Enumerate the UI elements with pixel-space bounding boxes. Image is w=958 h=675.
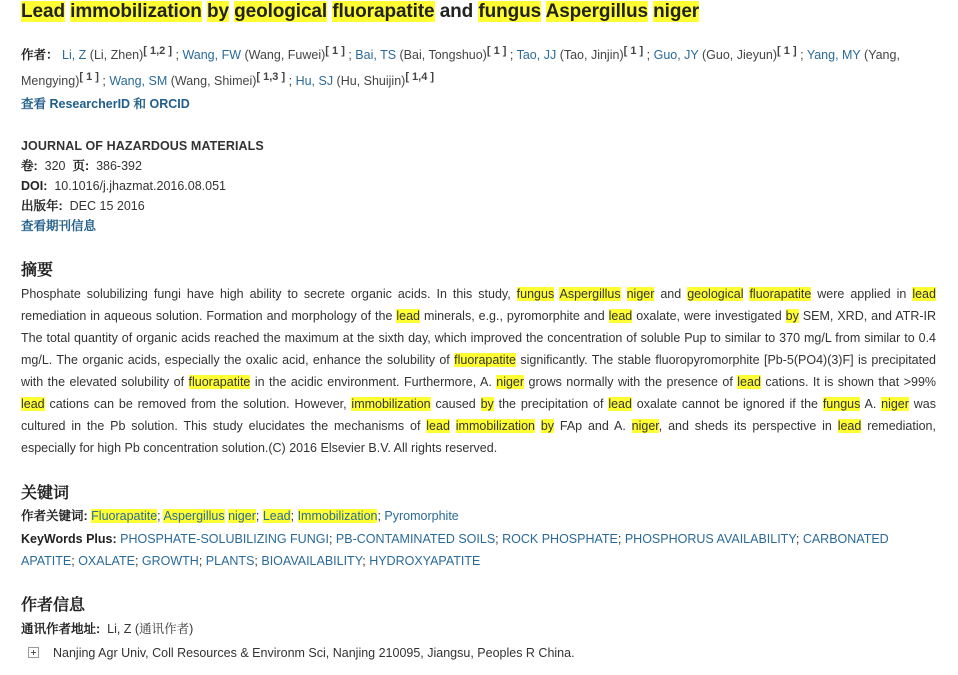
- keywords-plus-link[interactable]: BIOAVAILABILITY: [261, 554, 363, 568]
- keyword-separator: ;: [795, 532, 803, 546]
- abstract-segment: significantly. The stable fluoropyromorphite [Pb-5(PO4)(3)F] is precipitated with the elevated solubility of: [21, 353, 936, 389]
- journal-info-link[interactable]: 查看期刊信息: [21, 219, 97, 233]
- highlighted-term: fungus: [516, 287, 555, 301]
- keyword-separator: ;: [71, 554, 79, 568]
- doi-label: DOI:: [21, 179, 48, 193]
- keyword-separator: ;: [254, 554, 262, 568]
- keywords-plus-link[interactable]: PB-CONTAMINATED SOILS: [335, 532, 496, 546]
- abstract-segment: [450, 419, 456, 433]
- keyword-text: Pyromorphite: [384, 509, 459, 523]
- address-row: [21, 646, 575, 660]
- highlighted-term: niger: [631, 419, 659, 433]
- highlighted-term: Aspergillus: [545, 1, 648, 22]
- keyword-text: niger: [228, 509, 256, 523]
- researcherid-orcid-link[interactable]: 查看 ResearcherID 和 ORCID: [21, 97, 190, 111]
- keywords-plus-link[interactable]: HYDROXYAPATITE: [369, 554, 481, 568]
- affiliation-ref[interactable]: [ 1 ]: [486, 45, 507, 57]
- keywords-plus-link[interactable]: GROWTH: [141, 554, 199, 568]
- doi-value: 10.1016/j.jhazmat.2016.08.051: [54, 179, 227, 193]
- highlighted-term: niger: [626, 287, 655, 301]
- keyword-separator: ;: [290, 509, 298, 523]
- pages-value: 386-392: [96, 159, 142, 173]
- highlighted-term: fluorapatite: [332, 1, 435, 22]
- abstract-heading: 摘要: [21, 262, 54, 279]
- journal-name: JOURNAL OF HAZARDOUS MATERIALS: [21, 139, 264, 153]
- highlighted-term: immobilization: [455, 419, 535, 433]
- affiliation-ref[interactable]: [ 1 ]: [777, 45, 797, 57]
- abstract-segment: , and sheds its perspective in: [658, 419, 838, 433]
- highlighted-term: fluorapatite: [188, 375, 251, 389]
- volume-label: 卷:: [21, 159, 38, 173]
- author-separator: ;: [344, 48, 356, 62]
- keyword-separator: ;: [495, 532, 503, 546]
- author-full-name: (Bai, Tongshuo): [396, 48, 487, 62]
- keyword-text: Fluorapatite: [91, 509, 158, 523]
- highlighted-term: geological: [687, 287, 744, 301]
- author-info-heading: 作者信息: [21, 597, 86, 614]
- abstract-segment: remediation, especially for high Pb concentration solution.(C) 2016 Elsevier B.V. All rights reserved.: [21, 419, 936, 455]
- keyword-separator: ;: [617, 532, 625, 546]
- author-keywords: [21, 505, 936, 527]
- author-keywords-label: 作者关键词:: [21, 509, 88, 523]
- author-full-name: (Li, Zhen): [86, 48, 144, 62]
- keywords-plus-link[interactable]: CARBONATED APATITE: [21, 532, 889, 568]
- author-separator: ;: [506, 48, 517, 62]
- author-separator: ;: [172, 48, 183, 62]
- author-full-name: (Yang, Mengying): [21, 48, 900, 88]
- highlighted-term: lead: [426, 419, 450, 433]
- highlighted-term: immobilization: [70, 1, 202, 22]
- highlighted-term: Lead: [21, 1, 65, 22]
- affiliation-ref[interactable]: [ 1,3 ]: [256, 71, 286, 83]
- affiliation-ref[interactable]: [ 1,2 ]: [143, 45, 173, 57]
- keyword-separator: ;: [198, 554, 206, 568]
- keyword-separator: ;: [255, 509, 263, 523]
- year-label: 出版年:: [21, 199, 63, 213]
- journal-info: [21, 136, 264, 236]
- author-link[interactable]: Yang, MY: [806, 48, 861, 62]
- affiliation-ref[interactable]: [ 1 ]: [79, 71, 99, 83]
- highlighted-term: lead: [608, 397, 632, 411]
- abstract-segment: grows normally with the presence of: [524, 375, 738, 389]
- keywords-plus-label: KeyWords Plus:: [21, 532, 117, 546]
- highlighted-term: geological: [234, 1, 328, 22]
- author-link[interactable]: Wang, SM: [109, 74, 168, 88]
- highlighted-term: by: [540, 419, 555, 433]
- keyword-text: Lead: [262, 509, 291, 523]
- highlighted-term: lead: [396, 309, 421, 323]
- highlighted-term: niger: [653, 1, 700, 22]
- keyword-text: Immobilization: [297, 509, 378, 523]
- highlighted-term: lead: [737, 375, 761, 389]
- author-full-name: (Wang, Fuwei): [241, 48, 326, 62]
- abstract-text: [21, 283, 936, 459]
- abstract-segment: A.: [860, 397, 882, 411]
- keyword-text: Aspergillus: [163, 509, 225, 523]
- affiliation-ref[interactable]: [ 1,4 ]: [405, 71, 435, 83]
- highlighted-term: fungus: [822, 397, 861, 411]
- keyword-separator: ;: [328, 532, 336, 546]
- abstract-segment: the precipitation of: [493, 397, 609, 411]
- article-title: [21, 1, 699, 23]
- corresponding-author-label: 通讯作者地址:: [21, 622, 101, 636]
- author-full-name: (Hu, Shuijin): [333, 74, 406, 88]
- highlighted-term: lead: [912, 287, 936, 301]
- keyword-separator: ;: [157, 509, 164, 523]
- affiliation-ref[interactable]: [ 1 ]: [623, 45, 644, 57]
- keywords-plus-link[interactable]: OXALATE: [78, 554, 135, 568]
- author-keyword-link[interactable]: [163, 509, 255, 523]
- abstract-segment: caused: [430, 397, 481, 411]
- author-keyword-link[interactable]: [384, 509, 458, 523]
- corresponding-author: [21, 618, 936, 640]
- highlighted-term: fungus: [478, 1, 542, 22]
- author-keyword-link[interactable]: [263, 509, 291, 523]
- abstract-segment: remediation in aqueous solution. Formation and morphology of the: [21, 309, 397, 323]
- author-separator: ;: [643, 48, 654, 62]
- highlighted-term: by: [206, 1, 229, 22]
- highlighted-term: lead: [837, 419, 862, 433]
- keyword-separator: ;: [362, 554, 370, 568]
- title-text: [541, 1, 545, 22]
- keywords-plus-link[interactable]: PHOSPHORUS AVAILABILITY: [624, 532, 796, 546]
- title-text: and: [434, 1, 479, 22]
- highlighted-term: Aspergillus: [559, 287, 621, 301]
- volume-pages-line: [21, 156, 264, 176]
- keyword-separator: ;: [134, 554, 142, 568]
- highlighted-term: fluorapatite: [454, 353, 517, 367]
- pages-label: 页:: [72, 159, 90, 173]
- abstract-segment: FAp and A.: [554, 419, 632, 433]
- keywords-plus-link[interactable]: PHOSPHATE-SOLUBILIZING FUNGI: [120, 532, 329, 546]
- abstract-segment: in the acidic environment. Furthermore, A.: [250, 375, 497, 389]
- author-separator: ;: [796, 48, 807, 62]
- abstract-segment: minerals, e.g., pyromorphite and: [420, 309, 609, 323]
- keyword-separator: ;: [377, 509, 385, 523]
- abstract-segment: [621, 287, 627, 301]
- highlighted-term: lead: [21, 397, 45, 411]
- highlighted-term: lead: [608, 309, 633, 323]
- affiliation-ref[interactable]: [ 1 ]: [325, 45, 345, 57]
- author-full-name: (Wang, Shimei): [167, 74, 257, 88]
- year-value: DEC 15 2016: [69, 199, 145, 213]
- author-list: [21, 42, 926, 94]
- highlighted-term: by: [480, 397, 494, 411]
- author-link[interactable]: Hu, SJ: [295, 74, 334, 88]
- abstract-segment: oxalate, were investigated: [632, 309, 786, 323]
- author-link[interactable]: Tao, JJ: [516, 48, 557, 62]
- author-full-name: (Tao, Jinjin): [556, 48, 624, 62]
- year-line: [21, 196, 264, 216]
- abstract-segment: SEM, XRD, and ATR-IR The total quantity of organic acids reached the maximum at the sixth day, which improved the concentration of soluble Pup to similar to 370 mg/L from similar to 0.4 mg/L. The organic acids, especially the oxalic acid, enhance the solubility of: [21, 309, 937, 367]
- abstract-segment: were applied in: [811, 287, 913, 301]
- author-link[interactable]: Guo, JY: [653, 48, 699, 62]
- highlighted-term: fluorapatite: [749, 287, 812, 301]
- highlighted-term: immobilization: [351, 397, 431, 411]
- keywords-heading: 关键词: [21, 485, 70, 502]
- keywords-plus-link[interactable]: PLANTS: [205, 554, 255, 568]
- abstract-segment: and: [654, 287, 688, 301]
- abstract-segment: [535, 419, 541, 433]
- highlighted-term: niger: [881, 397, 909, 411]
- author-full-name: (Guo, Jieyun): [698, 48, 778, 62]
- author-separator: ;: [98, 74, 110, 88]
- volume-value: 320: [44, 159, 66, 173]
- author-separator: ;: [285, 74, 296, 88]
- highlighted-term: niger: [496, 375, 525, 389]
- abstract-segment: oxalate cannot be ignored if the: [631, 397, 823, 411]
- expand-plus-icon[interactable]: [28, 647, 39, 658]
- highlighted-term: by: [785, 309, 799, 323]
- author-keyword-link[interactable]: [298, 509, 378, 523]
- author-link[interactable]: Li, Z: [62, 48, 87, 62]
- author-link[interactable]: Bai, TS: [355, 48, 397, 62]
- authors-label: 作者：: [21, 48, 59, 62]
- author-link[interactable]: Wang, FW: [182, 48, 242, 62]
- keywords-plus-link[interactable]: ROCK PHOSPHATE: [502, 532, 618, 546]
- abstract-segment: was cultured in the Pb solution. This study elucidates the mechanisms of: [21, 397, 936, 433]
- address-text: Nanjing Agr Univ, Coll Resources & Environm Sci, Nanjing 210095, Jiangsu, Peoples R China.: [53, 646, 575, 660]
- doi-line: [21, 176, 264, 196]
- keywords-plus: [21, 528, 936, 572]
- abstract-segment: Phosphate solubilizing fungi have high ability to secrete organic acids. In this study,: [21, 287, 517, 301]
- abstract-segment: cations can be removed from the solution. However,: [44, 397, 352, 411]
- author-keyword-link[interactable]: [91, 509, 157, 523]
- corresponding-author-value: Li, Z (通讯作者): [107, 622, 194, 636]
- abstract-segment: cations. It is shown that >99%: [760, 375, 937, 389]
